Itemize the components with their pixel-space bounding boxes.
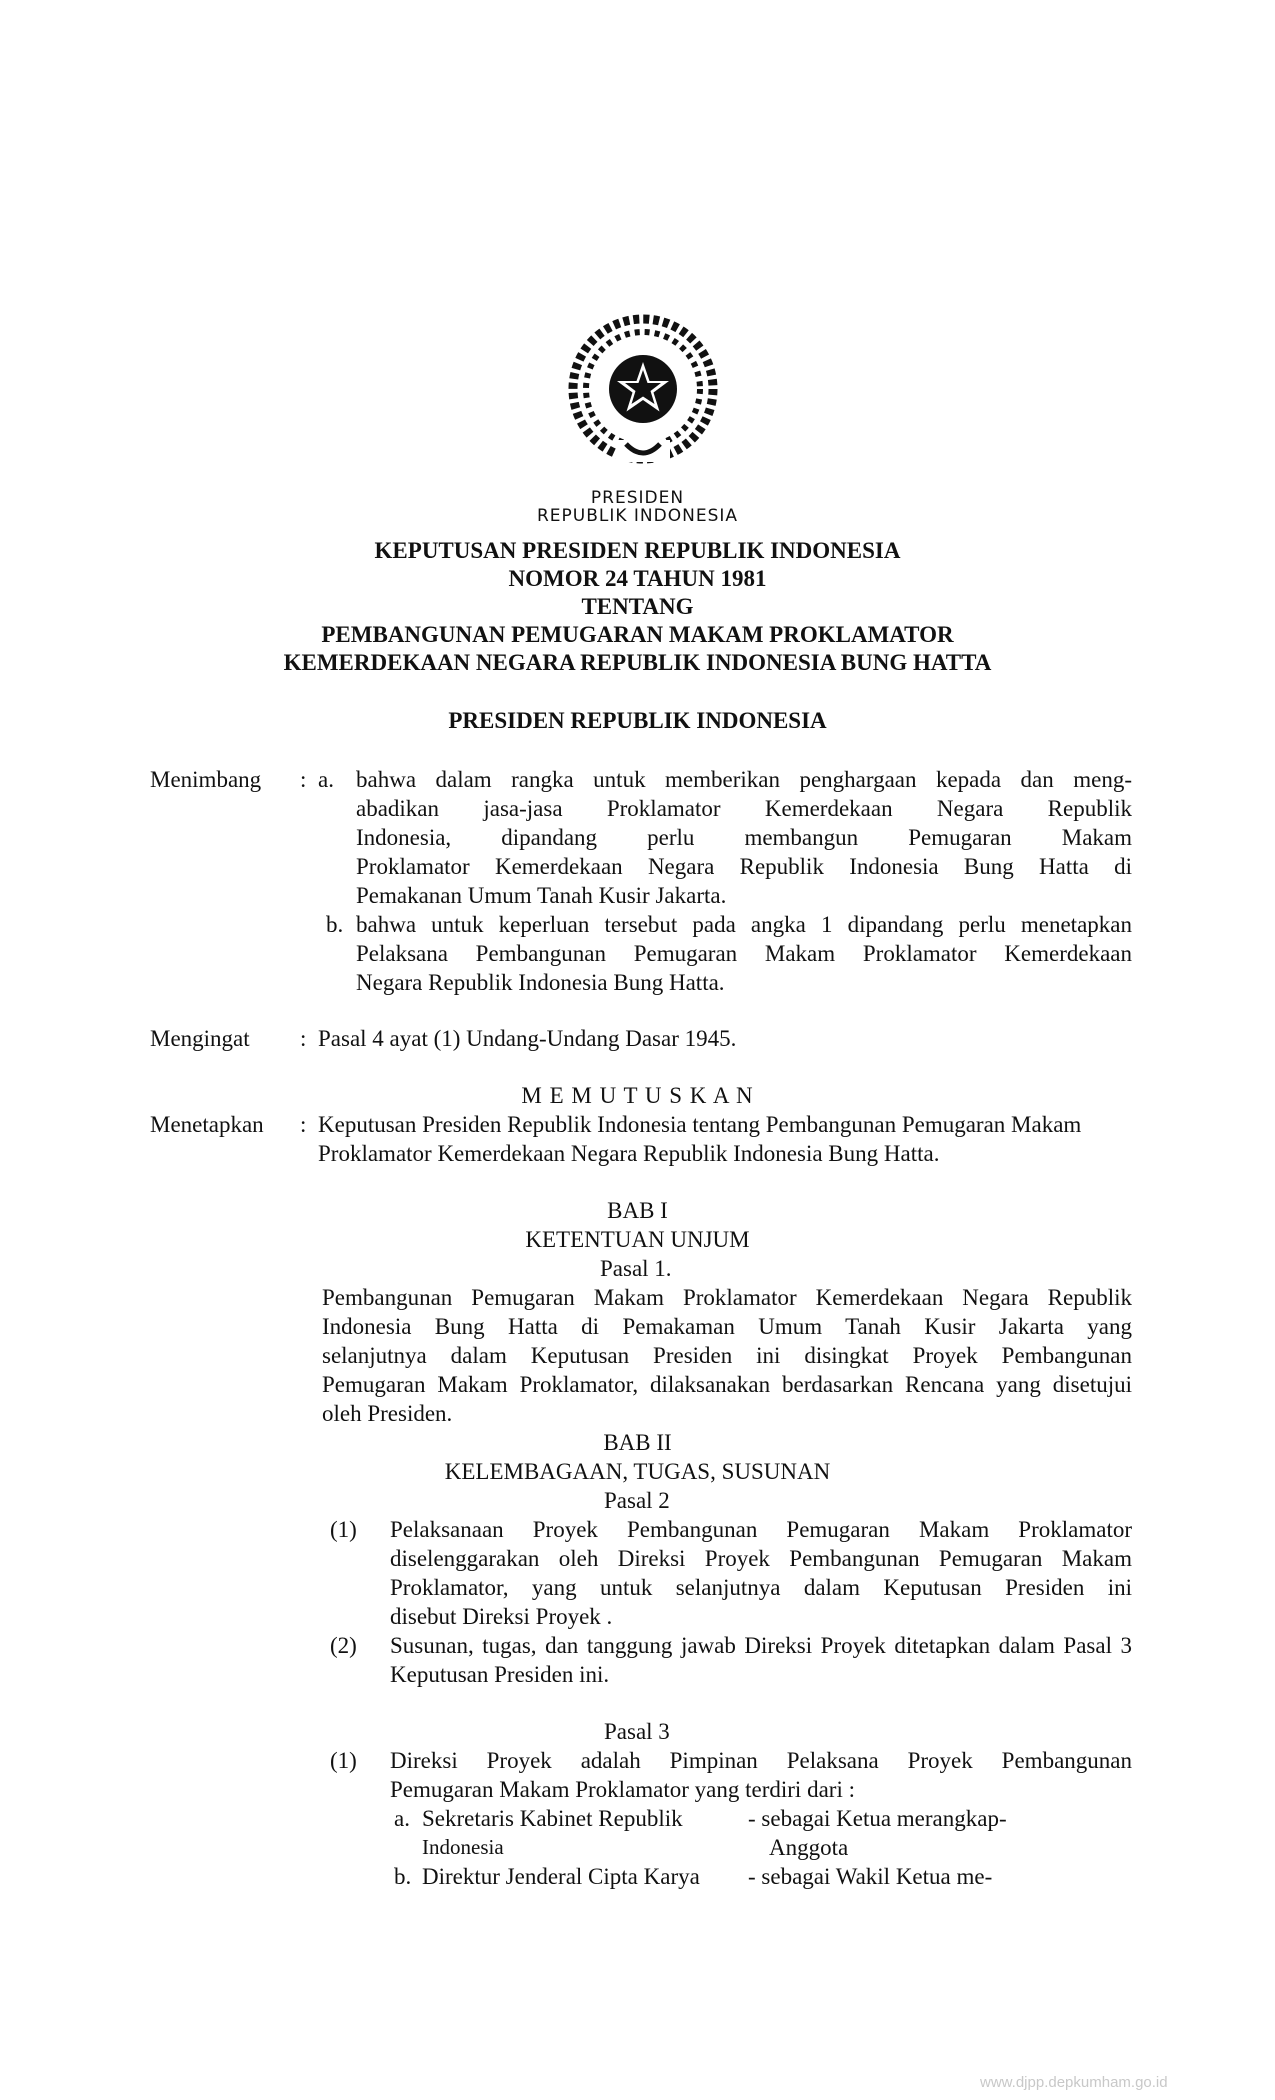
doc-title-line2: NOMOR 24 TAHUN 1981 <box>508 566 767 591</box>
pasal1-heading: Pasal 1. <box>600 1256 672 1281</box>
pasal3-item-a-name: Sekretaris Kabinet Republik <box>422 1806 683 1831</box>
pasal1-line2: Indonesia Bung Hatta di Pemakaman Umum Tanah Kusir Jakarta yang <box>322 1314 1132 1339</box>
issuer-heading: PRESIDEN REPUBLIK INDONESIA <box>448 708 827 733</box>
menimbang-b-line3: Negara Republik Indonesia Bung Hatta. <box>356 970 725 995</box>
doc-title-line4: PEMBANGUNAN PEMUGARAN MAKAM PROKLAMATOR <box>321 622 954 647</box>
menimbang-a-line3: Indonesia, dipandang perlu membangun Pemugaran Makam <box>356 825 1132 850</box>
bab2-subtitle: KELEMBAGAAN, TUGAS, SUSUNAN <box>444 1459 831 1484</box>
emblem-caption-presiden: PRESIDEN <box>590 488 685 508</box>
pasal3-ayat1-line2: Pemugaran Makam Proklamator yang terdiri dari : <box>390 1777 855 1802</box>
pasal2-ayat1-line3: Proklamator, yang untuk selanjutnya dalam Keputusan Presiden ini <box>390 1575 1132 1600</box>
pasal2-ayat1-marker: (1) <box>330 1517 357 1542</box>
pasal3-item-a-name-cont: Indonesia <box>422 1835 504 1859</box>
mengingat-label: Mengingat <box>150 1026 250 1051</box>
pasal3-item-a-role: - sebagai Ketua merangkap- <box>748 1806 1007 1831</box>
mengingat-text: Pasal 4 ayat (1) Undang-Undang Dasar 1945. <box>318 1026 737 1051</box>
menimbang-colon: : <box>300 767 307 792</box>
state-emblem-icon <box>566 312 720 466</box>
menetapkan-colon: : <box>300 1112 307 1137</box>
pasal2-ayat1-line1: Pelaksanaan Proyek Pembangunan Pemugaran Makam Proklamator <box>390 1517 1132 1542</box>
pasal3-item-b-role: - sebagai Wakil Ketua me- <box>748 1864 993 1889</box>
emblem-caption-ri: REPUBLIK INDONESIA <box>536 506 739 526</box>
bab2-title: BAB II <box>603 1430 672 1455</box>
pasal3-item-b-marker: b. <box>394 1864 412 1889</box>
menimbang-a-line1: bahwa dalam rangka untuk memberikan penghargaan kepada dan meng- <box>356 767 1132 792</box>
menimbang-a-line2: abadikan jasa-jasa Proklamator Kemerdekaan Negara Republik <box>356 796 1132 821</box>
menimbang-label: Menimbang <box>150 767 262 792</box>
pasal2-ayat1-line4: disebut Direksi Proyek . <box>390 1604 613 1629</box>
menimbang-a-marker: a. <box>318 767 334 792</box>
pasal2-ayat2-marker: (2) <box>330 1633 357 1658</box>
pasal1-line3: selanjutnya dalam Keputusan Presiden ini disingkat Proyek Pembangunan <box>322 1343 1132 1368</box>
pasal2-ayat2-line1: Susunan, tugas, dan tanggung jawab Direksi Proyek ditetapkan dalam Pasal 3 <box>390 1633 1132 1658</box>
memutuskan-heading: M E M U T U S K A N <box>521 1083 754 1108</box>
pasal3-heading: Pasal 3 <box>604 1719 670 1744</box>
source-watermark: www.djpp.depkumham.go.id <box>980 2074 1168 2091</box>
pasal2-ayat1-line2: diselenggarakan oleh Direksi Proyek Pembangunan Pemugaran Makam <box>390 1546 1132 1571</box>
bab1-subtitle: KETENTUAN UNJUM <box>525 1227 750 1252</box>
pasal3-item-b-name: Direktur Jenderal Cipta Karya <box>422 1864 700 1889</box>
pasal3-item-a-marker: a. <box>394 1806 410 1831</box>
pasal3-ayat1-line1: Direksi Proyek adalah Pimpinan Pelaksana Proyek Pembangunan <box>390 1748 1132 1773</box>
pasal3-item-a-role-cont: Anggota <box>769 1835 849 1860</box>
menetapkan-line2: Proklamator Kemerdekaan Negara Republik Indonesia Bung Hatta. <box>318 1141 940 1166</box>
menetapkan-label: Menetapkan <box>150 1112 264 1137</box>
pasal1-line5: oleh Presiden. <box>322 1401 453 1426</box>
pasal2-ayat2-line2: Keputusan Presiden ini. <box>390 1662 610 1687</box>
menimbang-a-line5: Pemakanan Umum Tanah Kusir Jakarta. <box>356 883 727 908</box>
doc-title-line3: TENTANG <box>581 594 694 619</box>
menimbang-b-line2: Pelaksana Pembangunan Pemugaran Makam Proklamator Kemerdekaan <box>356 941 1132 966</box>
pasal3-ayat1-marker: (1) <box>330 1748 357 1773</box>
menetapkan-line1: Keputusan Presiden Republik Indonesia tentang Pembangunan Pemugaran Makam <box>318 1112 1082 1137</box>
doc-title-line1: KEPUTUSAN PRESIDEN REPUBLIK INDONESIA <box>374 538 901 563</box>
menimbang-b-marker: b. <box>326 912 344 937</box>
pasal1-line4: Pemugaran Makam Proklamator, dilaksanakan berdasarkan Rencana yang disetujui <box>322 1372 1132 1397</box>
pasal2-heading: Pasal 2 <box>604 1488 670 1513</box>
menimbang-b-line1: bahwa untuk keperluan tersebut pada angka 1 dipandang perlu menetapkan <box>356 912 1132 937</box>
bab1-title: BAB I <box>607 1198 668 1223</box>
menimbang-a-line4: Proklamator Kemerdekaan Negara Republik Indonesia Bung Hatta di <box>356 854 1132 879</box>
mengingat-colon: : <box>300 1026 307 1051</box>
doc-title-line5: KEMERDEKAAN NEGARA REPUBLIK INDONESIA BUNG HATTA <box>283 650 992 675</box>
pasal1-line1: Pembangunan Pemugaran Makam Proklamator Kemerdekaan Negara Republik <box>322 1285 1132 1310</box>
